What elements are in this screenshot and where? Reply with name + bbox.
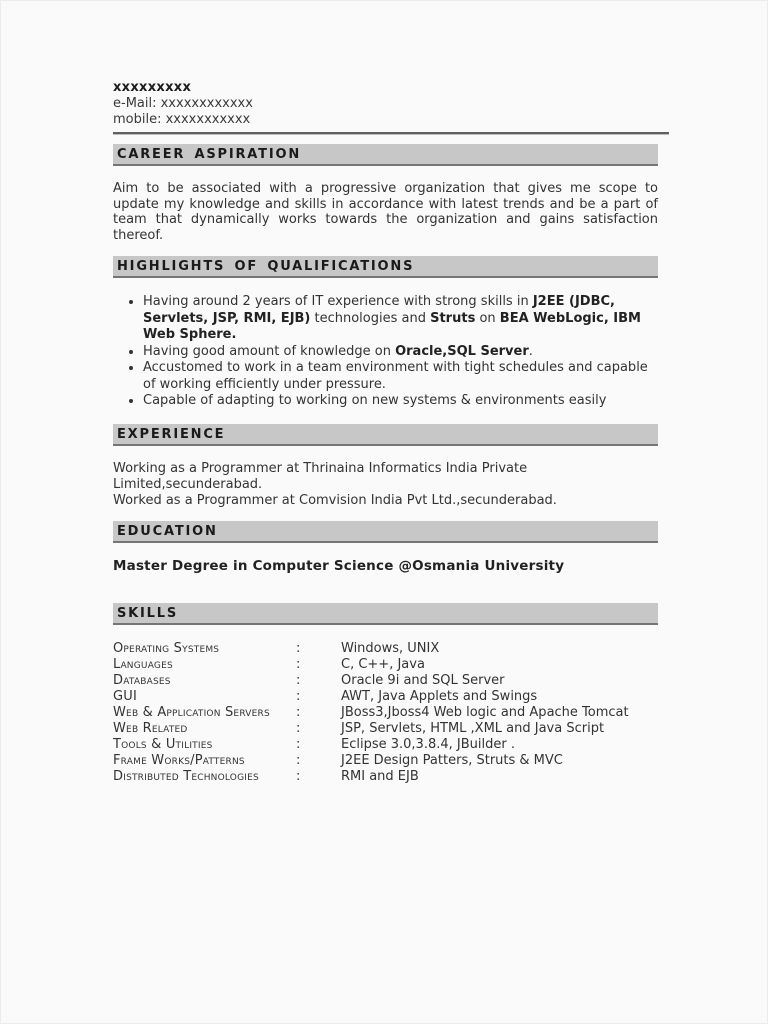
- candidate-name: xxxxxxxxx: [113, 80, 192, 95]
- highlight-item: • Accustomed to work in a team environment with tight schedules and capable of working efficiently under pressure.: [143, 360, 658, 393]
- skill-value: AWT, Java Applets and Swings: [341, 688, 538, 704]
- skill-value: Oracle 9i and SQL Server: [341, 672, 505, 688]
- experience-entry: Working as a Programmer at Thrinaina Informatics India Private Limited,secunderabad.: [113, 460, 528, 492]
- highlight-item: • Capable of adapting to working on new systems & environments easily: [143, 393, 658, 410]
- skill-separator: :: [296, 640, 301, 656]
- education-degree: Master Degree in Computer Science @Osmania University: [113, 557, 565, 574]
- skills-row: [113, 769, 658, 785]
- skills-row: [113, 673, 658, 689]
- skills-row: [113, 705, 658, 721]
- career-aspiration-paragraph: Aim to be associated with a progressive organization that gives me scope to update my knowledge and skills in accordance with latest trends and be a part of team that dynamically works towards the organization and gains satisfaction thereof.: [113, 181, 658, 243]
- skill-value: Eclipse 3.0,3.8.4, JBuilder .: [341, 736, 515, 752]
- skill-separator: :: [296, 656, 301, 672]
- highlights-list: [113, 294, 658, 410]
- skill-separator: :: [296, 768, 301, 784]
- section-title-education: EDUCATION: [113, 521, 658, 543]
- skill-separator: :: [296, 752, 301, 768]
- skill-separator: :: [296, 736, 301, 752]
- skill-value: JSP, Servlets, HTML ,XML and Java Script: [341, 720, 605, 736]
- highlight-item: • Having good amount of knowledge on Oracle,SQL Server.: [143, 344, 658, 361]
- skill-value: C, C++, Java: [341, 656, 425, 672]
- skill-separator: :: [296, 720, 301, 736]
- skill-separator: :: [296, 704, 301, 720]
- contact-block: [113, 80, 658, 128]
- header-divider: [113, 132, 669, 134]
- skill-label: Distributed Technologies: [113, 768, 259, 784]
- skill-value: JBoss3,Jboss4 Web logic and Apache Tomcat: [341, 704, 629, 720]
- skill-value: J2EE Design Patters, Struts & MVC: [341, 752, 563, 768]
- skill-label: Web & Application Servers: [113, 704, 270, 720]
- skill-separator: :: [296, 672, 301, 688]
- skill-label: Languages: [113, 656, 173, 672]
- skills-row: [113, 753, 658, 769]
- skills-row: [113, 721, 658, 737]
- skill-label: Tools & Utilities: [113, 736, 213, 752]
- skill-separator: :: [296, 688, 301, 704]
- skill-label: Operating Systems: [113, 640, 220, 656]
- email-line: e-Mail: xxxxxxxxxxxx: [113, 96, 253, 111]
- experience-block: [113, 461, 658, 509]
- skill-label: Databases: [113, 672, 171, 688]
- resume-content: [113, 80, 658, 785]
- skills-table: [113, 641, 658, 785]
- skills-row: [113, 657, 658, 673]
- skill-label: Frame Works/Patterns: [113, 752, 245, 768]
- mobile-line: mobile: xxxxxxxxxxx: [113, 112, 251, 127]
- skill-label: GUI: [113, 688, 138, 704]
- skills-row: [113, 737, 658, 753]
- skill-label: Web Related: [113, 720, 188, 736]
- highlight-item: • Having around 2 years of IT experience with strong skills in J2EE (JDBC, Servlets, JSP, RMI, EJB) technologies and Struts on BEA WebLogic, IBM Web Sphere.: [143, 294, 658, 344]
- section-title-career-aspiration: CAREER ASPIRATION: [113, 144, 658, 166]
- section-title-experience: EXPERIENCE: [113, 424, 658, 446]
- skills-row: [113, 689, 658, 705]
- skill-value: Windows, UNIX: [341, 640, 440, 656]
- experience-entry: Worked as a Programmer at Comvision India Pvt Ltd.,secunderabad.: [113, 492, 557, 508]
- section-title-skills: SKILLS: [113, 603, 658, 625]
- skills-row: [113, 641, 658, 657]
- skill-value: RMI and EJB: [341, 768, 419, 784]
- section-title-highlights: HIGHLIGHTS OF QUALIFICATIONS: [113, 256, 658, 278]
